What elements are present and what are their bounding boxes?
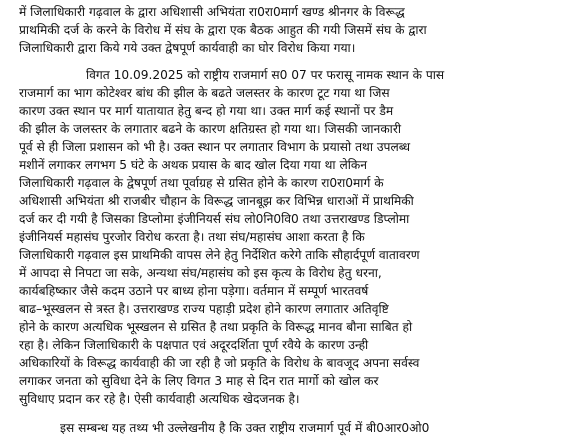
text-line: इंजीनियर्स महासंघ पुरजोर विरोध करता है। तथा संघ/महासंघ आशा करता है कि <box>19 230 365 244</box>
text-line: दर्ज कर दी गयी है जिसका डिप्लोमा इंजीनियर्स संघ लो0नि0वि0 तथा उत्तराखण्ड डिप्लोमा <box>19 212 410 226</box>
text-line: कार्यबहिष्कार जैसे कदम उठाने पर बाध्य होना पड़ेगा। वर्तमान में सम्पूर्ण भारतवर्ष <box>19 284 369 298</box>
text-line: प्राथमिकी दर्ज के करने के विरोध में संघ के द्वारा एक बैठक आहुत की गयी जिसमें संघ के द्वारा <box>19 23 427 37</box>
text-line: जिलाधिकारी गढ़वाल इस प्राथमिकी वापस लेने हेतु निर्देशित करेगे ताकि सौहार्दपूर्ण वातावरण <box>19 248 420 262</box>
text-line: पूर्व से ही जिला प्रशासन को भी है। उक्त स्थान पर लगातार विभाग के प्रयासो तथा उपलब्ध <box>19 140 411 154</box>
text-line: रहा है। लेकिन जिलाधिकारी के पक्षपात एवं अदूरदर्शिता पूर्ण रवैये के कारण उन्ही <box>19 338 369 352</box>
text-line: कारण उक्त स्थान पर मार्ग यातायात हेतु बन्द हो गया था। उक्त मार्ग कई स्थानों पर डैम <box>19 104 394 118</box>
text-line: की झील के जलस्तर के लगातार बढने के कारण क्षतिग्रस्त हो गया था। जिसकी जानकारी <box>19 122 401 136</box>
text-line: अधिशासी अभियंता श्री राजबीर चौहान के विरूद्ध जानबूझ कर विभिन्न धाराओं में प्राथमिकी <box>19 194 414 208</box>
text-line: बाढ–भूस्खलन से त्रस्त है। उत्तराखण्ड राज्य पहाड़ी प्रदेश होने कारण लगातार अतिवृष्टि <box>19 302 389 316</box>
text-line: विगत 10.09.2025 को राष्ट्रीय राजमार्ग स0 07 पर फरासू नामक स्थान के पास <box>86 68 445 82</box>
text-line: होने के कारण अत्यधिक भूस्खलन से ग्रसित है तथा प्रकृति के विरूद्ध मानव बौना साबित हो <box>19 320 413 334</box>
text-line: जिलाधिकारी गढ़वाल के द्वेषपूर्ण तथा पूर्वाग्रह से ग्रसित होने के कारण रा0रा0मार्ग के <box>19 176 384 190</box>
text-line: जिलाधिकारी द्वारा किये गये उक्त द्वेषपूर्ण कार्यवाही का घोर विरोध किया गया। <box>19 41 356 55</box>
text-line: सुविधाए प्रदान कर रहे है। ऐसी कार्यवाही अत्यधिक खेदजनक है। <box>19 392 300 406</box>
text-line: में आपदा से निपटा जा सके, अन्यथा संघ/महासंघ को इस कृत्य के विरोध हेतु धरना, <box>19 266 382 280</box>
text-line: लगाकर जनता को सुविधा देने के लिए विगत 3 माह से दिन रात मार्गो को खोल कर <box>19 374 379 388</box>
text-line: में जिलाधिकारी गढ़वाल के द्वारा अधिशासी अभियंता रा0रा0मार्ग खण्ड श्रीनगर के विरूद्ध <box>19 5 405 19</box>
text-line: इस सम्बन्ध यह तथ्य भी उल्लेखनीय है कि उक्त राष्ट्रीय राजमार्ग पूर्व में बी0आर0ओ0 <box>60 421 430 435</box>
text-line: मशीनें लगाकर लगभग 5 घंटे के अथक प्रयास के बाद खोल दिया गया था लेकिन <box>19 158 367 172</box>
text-line: राजमार्ग का भाग कोटेश्वर बांध की झील के बढते जलस्तर के कारण टूट गया था जिस <box>19 86 390 100</box>
text-line: अधिकारियों के विरूद्ध कार्यवाही की जा रही है जो प्रकृति के विरोध के बावजूद अपना सर्वस्व <box>19 356 420 370</box>
